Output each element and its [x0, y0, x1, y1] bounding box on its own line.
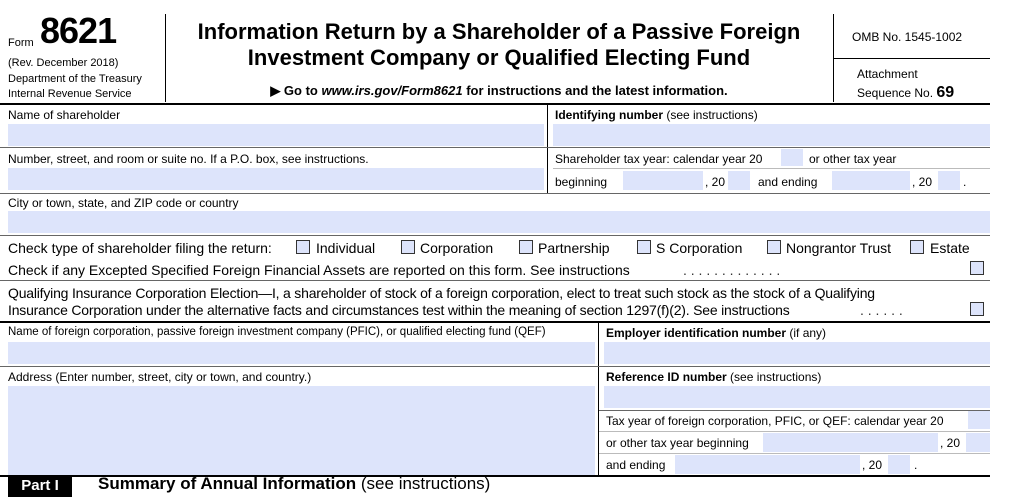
instructions-line: ▶ Go to www.irs.gov/Form8621 for instructions and the latest information.	[270, 83, 728, 98]
leader-dots-2: . . . . . .	[860, 302, 903, 318]
comma-20-label-2: , 20	[912, 175, 933, 189]
foreign-corp-name-field[interactable]	[8, 342, 595, 364]
qic-election-text-2: Insurance Corporation under the alternative facts and circumstances test within the meaning of section 1297(f)(2). See instructions	[8, 302, 790, 318]
foreign-begin-year-field[interactable]	[966, 433, 990, 452]
s-corporation-checkbox[interactable]	[637, 240, 651, 254]
or-other-tax-year-label: or other tax year	[809, 152, 897, 166]
individual-label: Individual	[316, 240, 376, 256]
s-corporation-label: S Corporation	[656, 240, 743, 256]
shareholder-name-field[interactable]	[8, 124, 544, 146]
form-number: 8621	[40, 10, 117, 51]
foreign-begin-date-field[interactable]	[763, 433, 938, 452]
attachment-label: Attachment	[857, 67, 918, 81]
period: .	[963, 175, 967, 189]
agency: Internal Revenue Service	[8, 88, 132, 100]
individual-checkbox[interactable]	[296, 240, 310, 254]
shareholder-address-field[interactable]	[8, 168, 544, 190]
form-word: Form	[8, 37, 34, 49]
omb-number: OMB No. 1545-1002	[852, 30, 963, 44]
title-line-1: Information Return by a Shareholder of a Passive Foreign	[197, 19, 801, 44]
shareholder-calendar-year-field[interactable]	[781, 149, 803, 166]
part-1-tag: Part I	[8, 477, 72, 497]
sequence-label: Sequence No. 69	[857, 84, 955, 101]
revision-date: (Rev. December 2018)	[8, 57, 119, 69]
comma-20-label: , 20	[705, 175, 726, 189]
shareholder-begin-year-field[interactable]	[728, 171, 750, 190]
qic-election-text-1: Qualifying Insurance Corporation Election—I, a shareholder of stock of a foreign corporation, elect to treat such stock as the stock of a Qualifying	[8, 285, 875, 301]
foreign-end-year-field[interactable]	[888, 455, 910, 474]
shareholder-address-label: Number, street, and room or suite no. If a P.O. box, see instructions.	[8, 152, 369, 166]
nongrantor-trust-label: Nongrantor Trust	[786, 240, 892, 256]
ein-field[interactable]	[604, 342, 990, 364]
foreign-corp-name-label: Name of foreign corporation, passive foreign investment company (PFIC), or qualified electing fund (QEF)	[8, 326, 546, 338]
shareholder-end-date-field[interactable]	[832, 171, 910, 190]
qic-election-checkbox[interactable]	[970, 302, 984, 316]
shareholder-begin-date-field[interactable]	[623, 171, 703, 190]
reference-id-label: Reference ID number (see instructions)	[606, 370, 822, 384]
form-title	[166, 19, 832, 71]
and-ending-label: and ending	[758, 175, 818, 189]
excepted-assets-checkbox[interactable]	[970, 261, 984, 275]
city-label: City or town, state, and ZIP code or country	[8, 196, 239, 210]
part-1-title: Summary of Annual Information (see instructions)	[98, 474, 491, 493]
partnership-checkbox[interactable]	[519, 240, 533, 254]
shareholder-tax-year-label: Shareholder tax year: calendar year 20	[555, 152, 763, 166]
beginning-label: beginning	[555, 175, 608, 189]
comma-20-label-3: , 20	[940, 436, 961, 450]
shareholder-end-year-field[interactable]	[938, 171, 960, 190]
sequence-number: 69	[936, 84, 955, 101]
title-line-2: Investment Company or Qualified Electing Fund	[247, 45, 751, 70]
other-tax-year-beginning-label: or other tax year beginning	[606, 436, 749, 450]
ein-label: Employer identification number (if any)	[606, 326, 827, 340]
period-2: .	[914, 458, 918, 472]
foreign-calendar-year-field[interactable]	[968, 411, 990, 429]
and-ending-label-2: and ending	[606, 458, 666, 472]
partnership-label: Partnership	[538, 240, 610, 256]
nongrantor-trust-checkbox[interactable]	[767, 240, 781, 254]
identifying-number-field[interactable]	[553, 124, 990, 146]
city-field[interactable]	[8, 211, 990, 233]
estate-label: Estate	[930, 240, 970, 256]
shareholder-name-label: Name of shareholder	[8, 108, 121, 122]
irs-url-link[interactable]: www.irs.gov/Form8621	[321, 83, 463, 98]
foreign-tax-year-label: Tax year of foreign corporation, PFIC, or QEF: calendar year 20	[606, 414, 944, 428]
foreign-end-date-field[interactable]	[675, 455, 860, 474]
leader-dots: . . . . . . . . . . . . .	[683, 262, 781, 278]
department: Department of the Treasury	[8, 73, 142, 85]
foreign-address-label: Address (Enter number, street, city or town, and country.)	[8, 370, 312, 384]
foreign-address-field[interactable]	[8, 386, 595, 475]
shareholder-type-label: Check type of shareholder filing the return:	[8, 240, 272, 256]
estate-checkbox[interactable]	[910, 240, 924, 254]
corporation-checkbox[interactable]	[401, 240, 415, 254]
comma-20-label-4: , 20	[862, 458, 883, 472]
reference-id-field[interactable]	[604, 386, 990, 408]
identifying-number-label: Identifying number (see instructions)	[555, 108, 758, 122]
excepted-assets-label: Check if any Excepted Specified Foreign Financial Assets are reported on this form. See instructions	[8, 262, 630, 278]
corporation-label: Corporation	[420, 240, 494, 256]
